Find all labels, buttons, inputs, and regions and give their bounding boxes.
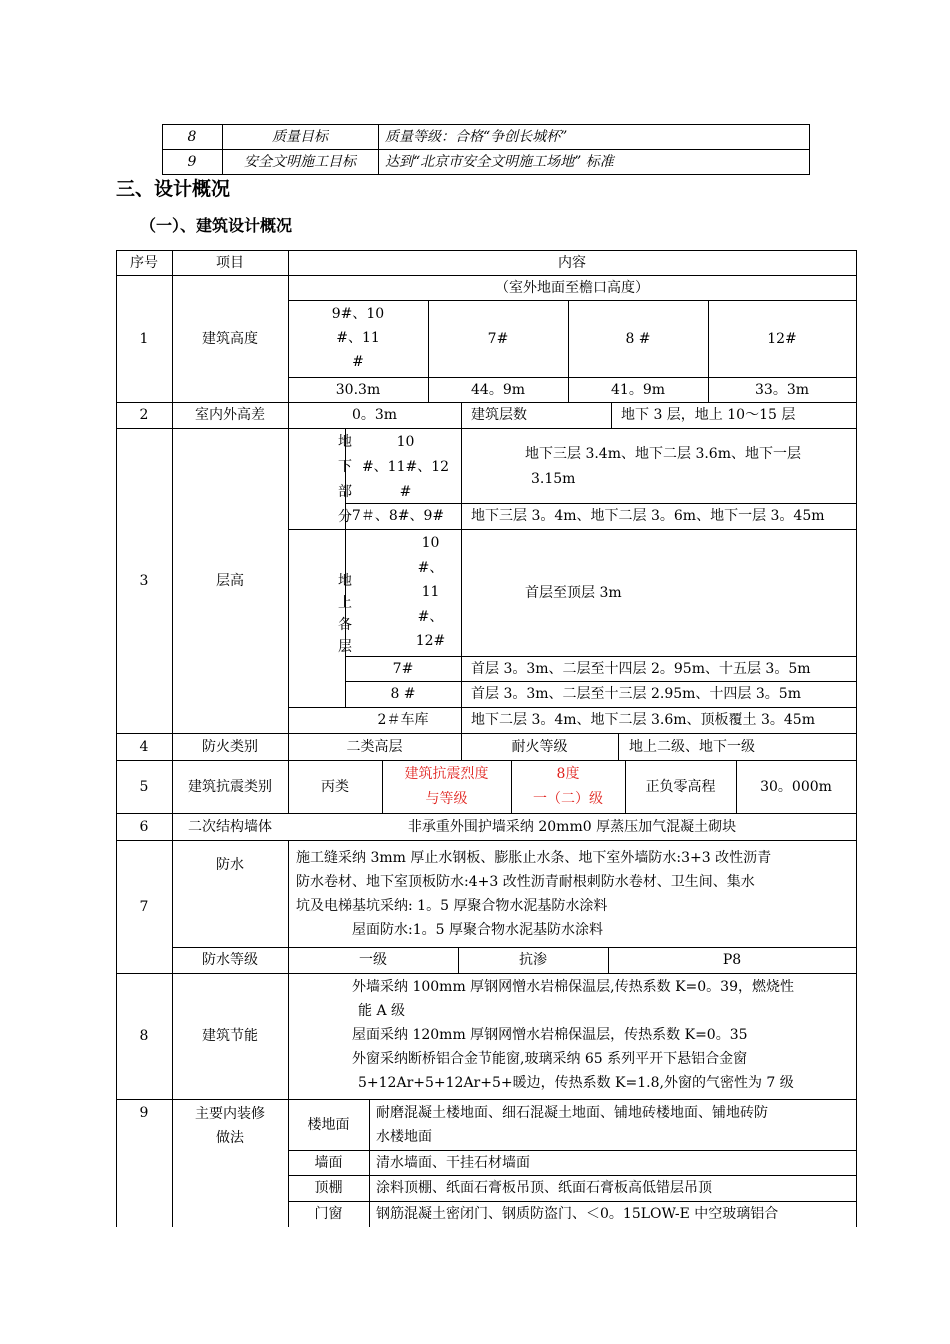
- row5-value: 丙类: [321, 778, 349, 795]
- row5-no: 5: [139, 778, 149, 795]
- row3-aboveground-height-a: 首层至顶层 3m: [525, 584, 622, 601]
- row3-underground-label: 地 下 部 分: [338, 434, 352, 525]
- row6-item: 二次结构墙体: [188, 818, 272, 835]
- row2-item: 室内外高差: [195, 407, 265, 423]
- row6-no: 6: [139, 818, 149, 835]
- row9-door-label: 门窗: [314, 1206, 343, 1222]
- row7-seep-label: 抗渗: [519, 952, 547, 968]
- row1-building-a: 9#、10 #、11 #: [331, 306, 385, 370]
- section-title: 三、设计概况: [116, 178, 231, 200]
- row4-grade: 地上二级、地下一级: [629, 738, 755, 755]
- row2-floors: 地下 3 层，地上 10～15 层: [621, 407, 796, 423]
- header-no: 序号: [130, 254, 158, 271]
- row9-door: 钢筋混凝土密闭门、钢质防盗门、＜0。15LOW-E 中空玻璃铝合: [376, 1206, 779, 1222]
- row3-item: 层高: [216, 572, 244, 589]
- row4-value: 二类高层: [346, 738, 403, 755]
- header-content: 内容: [558, 254, 586, 271]
- row3-aboveground-building-a: 10 #、 11 #、 12#: [415, 535, 446, 649]
- row1-item: 建筑高度: [202, 330, 258, 347]
- row3-underground-building-a: 10 #、11#、12 #: [361, 434, 450, 500]
- row6-content: 非承重外围护墙采纳 20mm0 厚蒸压加气混凝土砌块: [407, 818, 737, 835]
- top-table-no: 9: [187, 153, 197, 170]
- row9-ceiling-label: 顶棚: [314, 1180, 343, 1196]
- row5-zero-value: 30。000m: [760, 778, 832, 795]
- top-table-content: 质量等级：合格“争创长城杯”: [385, 128, 568, 145]
- row1-height-c: 41。9m: [611, 381, 665, 398]
- row9-wall: 清水墙面、干挂石材墙面: [376, 1154, 530, 1171]
- row3-underground-height-a: 地下三层 3.4m、地下二层 3.6m、地下一层 3.15m: [525, 446, 801, 487]
- subsection-title: （一）、建筑设计概况: [140, 216, 293, 235]
- row5-zero-label: 正负零高程: [645, 778, 716, 795]
- row7-seep: P8: [722, 952, 742, 968]
- row3-aboveground-building-b: 7#: [392, 660, 414, 677]
- row3-aboveground-building-c: 8 #: [390, 686, 416, 702]
- row3-aboveground-height-c: 首层 3。3m、二层至十三层 2.95m、十四层 3。5m: [471, 686, 801, 702]
- row4-item: 防火类别: [202, 738, 258, 755]
- row9-ceiling: 涂料顶棚、纸面石膏板吊顶、纸面石膏板高低错层吊顶: [376, 1180, 712, 1196]
- row9-item: 主要内装修 做法: [195, 1106, 265, 1146]
- row1-no: 1: [139, 330, 149, 347]
- row9-wall-label: 墙面: [314, 1154, 343, 1171]
- row1-building-b: 7#: [487, 330, 509, 347]
- row4-label: 耐火等级: [511, 738, 568, 755]
- row3-garage: 2＃车库: [377, 712, 429, 728]
- row9-no: 9: [139, 1105, 149, 1121]
- row9-floor-label: 楼地面: [307, 1116, 350, 1133]
- row7-grade-item: 防水等级: [202, 952, 258, 968]
- row2-label: 建筑层数: [471, 407, 527, 423]
- row5-item: 建筑抗震类别: [188, 778, 272, 795]
- top-table-content: 达到“北京市安全文明施工场地” 标准: [385, 153, 614, 170]
- row9-floor: 耐磨混凝土楼地面、细石混凝土地面、铺地砖楼地面、铺地砖防 水楼地面: [376, 1105, 768, 1145]
- row7-grade: 一级: [359, 952, 387, 968]
- row8-item: 建筑节能: [202, 1028, 258, 1044]
- row5-intensity-grade: 8度 一（二）级: [533, 766, 603, 807]
- row2-value: 0。3m: [351, 407, 398, 423]
- row8-no: 8: [139, 1028, 149, 1044]
- top-table-item: 安全文明施工目标: [244, 153, 356, 170]
- row1-note: （室外地面至檐口高度）: [495, 279, 649, 296]
- row3-aboveground-height-b: 首层 3。3m、二层至十四层 2。95m、十五层 3。5m: [471, 660, 811, 677]
- row7-item: 防水: [216, 856, 244, 873]
- row1-building-c: 8 #: [625, 330, 651, 347]
- row3-underground-building-b: 7＃、8#、9#: [351, 508, 445, 524]
- row1-height-d: 33。3m: [755, 381, 809, 398]
- row3-aboveground-label: 地 上 各 层: [338, 573, 352, 655]
- row8-content: 外墙采纳 100mm 厚钢网憎水岩棉保温层,传热系数 K=0。39，燃烧性 能 A 级 屋面采纳 120mm 厚钢网憎水岩棉保温层，传热系数 K=0。35 外窗采纳断桥铝合金节能窗,玻璃采纳 65 系列平开下悬铝合金窗 5+12Ar+5+12Ar+5+暖边，传热系数 K=1.8,外窗的气密性为 7 级: [352, 979, 794, 1091]
- row5-intensity-label: 建筑抗震烈度 与等级: [404, 766, 489, 807]
- row7-content: 施工缝采纳 3mm 厚止水钢板、膨胀止水条、地下室外墙防水:3+3 改性沥青 防水卷材、地下室顶板防水:4+3 改性沥青耐根刺防水卷材、卫生间、集水 坑及电梯基坑采纳: 1。5 厚聚合物水泥基防水涂料 屋面防水:1。5 厚聚合物水泥基防水涂料: [296, 850, 772, 938]
- top-table-item: 质量目标: [272, 128, 328, 145]
- row1-building-d: 12#: [767, 330, 797, 347]
- top-table-no: 8: [187, 128, 197, 145]
- row3-garage-height: 地下二层 3。4m、地下二层 3.6m、顶板覆土 3。45m: [471, 712, 815, 728]
- row4-no: 4: [139, 738, 149, 755]
- row1-height-a: 30.3m: [335, 381, 381, 398]
- row3-underground-height-b: 地下三层 3。4m、地下二层 3。6m、地下一层 3。45m: [471, 508, 825, 524]
- row3-no: 3: [139, 572, 149, 589]
- row1-height-b: 44。9m: [471, 381, 525, 398]
- row2-no: 2: [139, 407, 149, 423]
- row7-no: 7: [139, 898, 149, 915]
- header-item: 项目: [216, 254, 244, 271]
